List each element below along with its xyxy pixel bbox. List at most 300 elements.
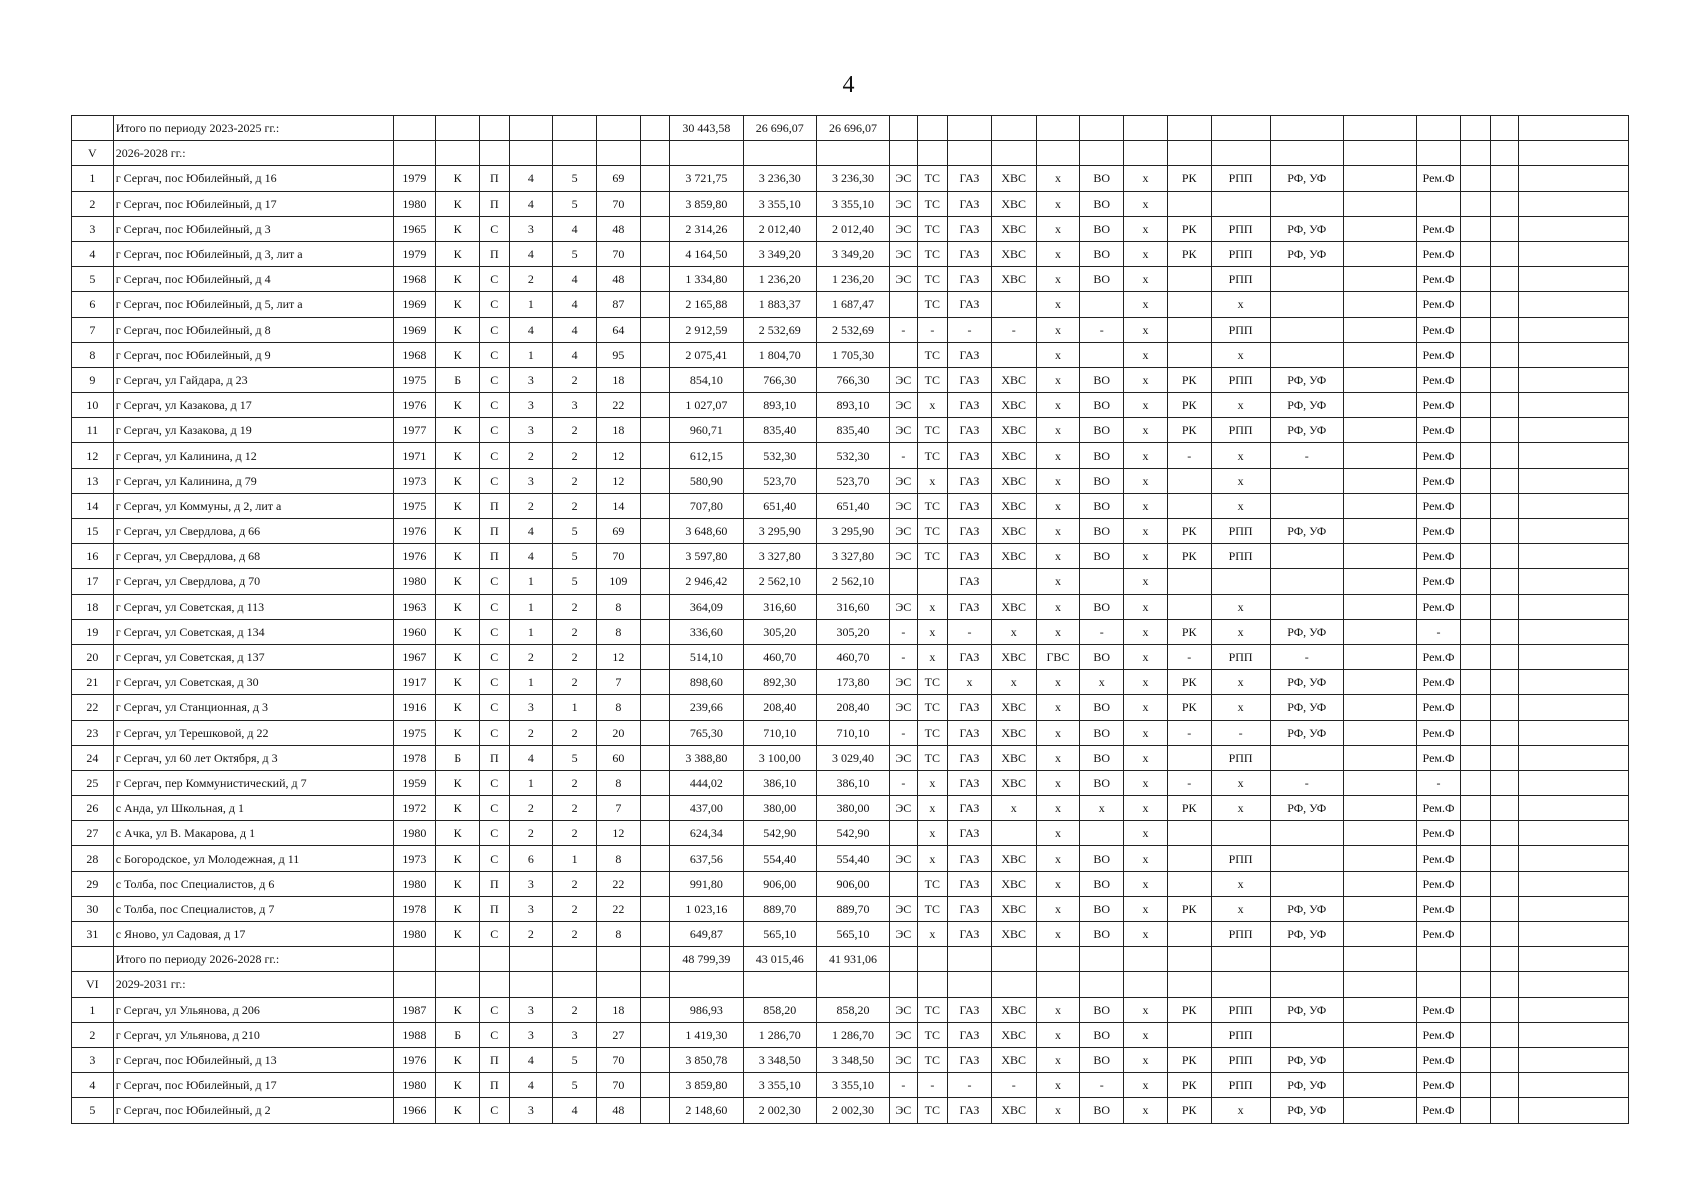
- table-cell: [1343, 619, 1416, 644]
- table-cell: 8: [72, 342, 114, 367]
- table-cell: [1460, 1073, 1491, 1098]
- table-cell: ЭС: [890, 997, 917, 1022]
- address-cell: г Сергач, пос Юбилейный, д 17: [113, 1073, 393, 1098]
- table-cell: [1343, 1022, 1416, 1047]
- table-cell: Б: [436, 1022, 480, 1047]
- table-cell: 437,00: [670, 796, 743, 821]
- table-cell: [1518, 997, 1628, 1022]
- table-cell: [1491, 292, 1518, 317]
- table-cell: 554,40: [743, 846, 816, 871]
- table-cell: 380,00: [743, 796, 816, 821]
- table-cell: 2 012,40: [816, 216, 889, 241]
- table-cell: П: [480, 519, 510, 544]
- table-cell: ТС: [917, 997, 948, 1022]
- table-cell: [948, 141, 992, 166]
- table-cell: ГАЗ: [948, 922, 992, 947]
- table-cell: К: [436, 720, 480, 745]
- table-cell: [1491, 267, 1518, 292]
- table-cell: ГАЗ: [948, 418, 992, 443]
- table-cell: [640, 342, 670, 367]
- table-cell: 1976: [393, 519, 436, 544]
- table-cell: [1343, 216, 1416, 241]
- table-cell: -: [890, 619, 917, 644]
- table-cell: [890, 972, 917, 997]
- table-cell: 22: [597, 393, 641, 418]
- table-cell: РК: [1167, 519, 1211, 544]
- table-cell: [1167, 191, 1211, 216]
- table-cell: [1211, 972, 1270, 997]
- table-cell: 14: [72, 493, 114, 518]
- table-cell: [1343, 972, 1416, 997]
- table-cell: Рем.Ф: [1417, 367, 1461, 392]
- table-cell: РФ, УФ: [1270, 166, 1343, 191]
- table-cell: РПП: [1211, 846, 1270, 871]
- table-cell: [1460, 644, 1491, 669]
- table-cell: [1343, 544, 1416, 569]
- address-cell: г Сергач, ул Советская, д 137: [113, 644, 393, 669]
- table-cell: [1343, 997, 1416, 1022]
- table-cell: Рем.Ф: [1417, 1073, 1461, 1098]
- table-cell: [1343, 418, 1416, 443]
- table-cell: х: [1211, 1098, 1270, 1123]
- table-cell: -: [1167, 720, 1211, 745]
- table-cell: -: [1417, 770, 1461, 795]
- table-cell: [890, 871, 917, 896]
- table-cell: [1167, 846, 1211, 871]
- table-cell: [1343, 292, 1416, 317]
- table-cell: ТС: [917, 670, 948, 695]
- table-cell: [1518, 166, 1628, 191]
- table-cell: 710,10: [816, 720, 889, 745]
- table-cell: [1518, 922, 1628, 947]
- table-cell: ГАЗ: [948, 594, 992, 619]
- table-row: [72, 116, 1629, 141]
- table-cell: [1518, 468, 1628, 493]
- table-cell: 8: [597, 619, 641, 644]
- table-cell: [1460, 367, 1491, 392]
- table-cell: РФ, УФ: [1270, 670, 1343, 695]
- table-cell: [1460, 468, 1491, 493]
- table-cell: 1967: [393, 644, 436, 669]
- table-cell: [1167, 745, 1211, 770]
- table-cell: 1: [509, 569, 553, 594]
- table-cell: П: [480, 544, 510, 569]
- capital-repair-table: [71, 115, 1629, 1124]
- table-cell: х: [948, 670, 992, 695]
- address-cell: г Сергач, пос Юбилейный, д 8: [113, 317, 393, 342]
- table-cell: [1167, 493, 1211, 518]
- table-cell: ВО: [1080, 418, 1124, 443]
- address-cell: г Сергач, ул Свердлова, д 66: [113, 519, 393, 544]
- table-cell: [1343, 1098, 1416, 1123]
- table-cell: [1167, 947, 1211, 972]
- table-cell: РФ, УФ: [1270, 720, 1343, 745]
- table-cell: х: [1211, 443, 1270, 468]
- table-cell: -: [890, 317, 917, 342]
- table-cell: [1518, 972, 1628, 997]
- table-cell: [1518, 544, 1628, 569]
- table-cell: [1491, 594, 1518, 619]
- table-row: [72, 846, 1629, 871]
- table-cell: 15: [72, 519, 114, 544]
- table-cell: 4: [509, 1047, 553, 1072]
- table-cell: 87: [597, 292, 641, 317]
- table-cell: К: [436, 468, 480, 493]
- table-cell: 48: [597, 216, 641, 241]
- table-cell: х: [1036, 896, 1080, 921]
- table-cell: [640, 644, 670, 669]
- table-cell: ХВС: [991, 1098, 1036, 1123]
- table-row: [72, 720, 1629, 745]
- table-cell: х: [1124, 922, 1168, 947]
- table-cell: 1979: [393, 241, 436, 266]
- table-cell: [1460, 922, 1491, 947]
- table-row: [72, 695, 1629, 720]
- table-cell: х: [1124, 367, 1168, 392]
- table-cell: 542,90: [816, 821, 889, 846]
- table-cell: ЭС: [890, 493, 917, 518]
- table-cell: 2: [553, 796, 597, 821]
- table-cell: х: [1124, 1047, 1168, 1072]
- table-cell: ВО: [1080, 896, 1124, 921]
- table-cell: 3 859,80: [670, 1073, 743, 1098]
- table-row: [72, 619, 1629, 644]
- table-cell: [1518, 1047, 1628, 1072]
- table-cell: [597, 116, 641, 141]
- table-cell: 3: [509, 1022, 553, 1047]
- table-cell: [948, 116, 992, 141]
- table-cell: 991,80: [670, 871, 743, 896]
- table-cell: [1491, 947, 1518, 972]
- table-cell: 4: [509, 1073, 553, 1098]
- table-cell: [1460, 191, 1491, 216]
- table-cell: ВО: [1080, 695, 1124, 720]
- table-cell: С: [480, 267, 510, 292]
- table-row: [72, 1022, 1629, 1047]
- table-cell: [640, 720, 670, 745]
- table-cell: 70: [597, 241, 641, 266]
- table-cell: [1518, 896, 1628, 921]
- table-cell: [1460, 594, 1491, 619]
- table-cell: [1518, 267, 1628, 292]
- table-cell: [1460, 997, 1491, 1022]
- table-cell: ХВС: [991, 393, 1036, 418]
- table-cell: [1270, 821, 1343, 846]
- table-cell: ХВС: [991, 846, 1036, 871]
- table-cell: [1491, 745, 1518, 770]
- table-cell: [1080, 342, 1124, 367]
- table-cell: 48 799,39: [670, 947, 743, 972]
- table-cell: РФ, УФ: [1270, 241, 1343, 266]
- table-cell: [597, 947, 641, 972]
- table-cell: [553, 141, 597, 166]
- table-cell: 70: [597, 544, 641, 569]
- table-cell: [1491, 871, 1518, 896]
- table-row: [72, 393, 1629, 418]
- table-cell: ХВС: [991, 468, 1036, 493]
- table-cell: 710,10: [743, 720, 816, 745]
- table-cell: ЭС: [890, 695, 917, 720]
- table-cell: [1343, 695, 1416, 720]
- table-cell: х: [1124, 342, 1168, 367]
- table-cell: [1343, 821, 1416, 846]
- table-cell: [1167, 267, 1211, 292]
- address-cell: г Сергач, ул Ульянова, д 210: [113, 1022, 393, 1047]
- table-cell: [1167, 342, 1211, 367]
- table-cell: 6: [72, 292, 114, 317]
- table-cell: 1977: [393, 418, 436, 443]
- table-cell: [509, 141, 553, 166]
- table-cell: 28: [72, 846, 114, 871]
- table-cell: [1491, 418, 1518, 443]
- table-cell: -: [917, 317, 948, 342]
- table-cell: [1167, 141, 1211, 166]
- table-cell: [640, 141, 670, 166]
- table-cell: х: [1036, 695, 1080, 720]
- table-cell: ХВС: [991, 1047, 1036, 1072]
- table-cell: VI: [72, 972, 114, 997]
- table-cell: Рем.Ф: [1417, 846, 1461, 871]
- table-cell: х: [1124, 443, 1168, 468]
- table-cell: [1417, 947, 1461, 972]
- table-cell: х: [991, 619, 1036, 644]
- table-cell: К: [436, 871, 480, 896]
- table-cell: ХВС: [991, 745, 1036, 770]
- table-cell: х: [1036, 166, 1080, 191]
- table-cell: ХВС: [991, 267, 1036, 292]
- address-cell: с Толба, пос Специалистов, д 6: [113, 871, 393, 896]
- table-cell: [1080, 116, 1124, 141]
- table-cell: РК: [1167, 418, 1211, 443]
- table-cell: 893,10: [743, 393, 816, 418]
- table-cell: ГАЗ: [948, 493, 992, 518]
- table-cell: ХВС: [991, 644, 1036, 669]
- table-cell: [1343, 871, 1416, 896]
- table-cell: Рем.Ф: [1417, 418, 1461, 443]
- table-cell: Рем.Ф: [1417, 594, 1461, 619]
- table-cell: Рем.Ф: [1417, 720, 1461, 745]
- table-cell: [1270, 871, 1343, 896]
- table-cell: 1968: [393, 267, 436, 292]
- table-cell: [948, 947, 992, 972]
- table-cell: Рем.Ф: [1417, 393, 1461, 418]
- table-cell: 305,20: [816, 619, 889, 644]
- table-cell: х: [1036, 418, 1080, 443]
- table-cell: 554,40: [816, 846, 889, 871]
- table-cell: 565,10: [816, 922, 889, 947]
- table-cell: 5: [553, 166, 597, 191]
- table-cell: [640, 619, 670, 644]
- table-cell: [991, 821, 1036, 846]
- table-row: [72, 1098, 1629, 1123]
- table-cell: [597, 141, 641, 166]
- table-cell: ЭС: [890, 594, 917, 619]
- table-cell: 4: [509, 317, 553, 342]
- table-cell: ХВС: [991, 594, 1036, 619]
- table-cell: х: [917, 644, 948, 669]
- table-cell: ГАЗ: [948, 695, 992, 720]
- table-cell: [1460, 871, 1491, 896]
- table-cell: 3 100,00: [743, 745, 816, 770]
- table-cell: ГАЗ: [948, 896, 992, 921]
- table-cell: ЭС: [890, 745, 917, 770]
- table-cell: [890, 569, 917, 594]
- table-cell: 2: [509, 644, 553, 669]
- table-cell: х: [1211, 770, 1270, 795]
- table-cell: ВО: [1080, 1047, 1124, 1072]
- table-cell: [640, 922, 670, 947]
- table-cell: х: [1124, 1073, 1168, 1098]
- table-cell: [1491, 720, 1518, 745]
- table-cell: [1518, 1022, 1628, 1047]
- table-cell: х: [1036, 317, 1080, 342]
- table-cell: [1518, 141, 1628, 166]
- address-cell: г Сергач, пос Юбилейный, д 2: [113, 1098, 393, 1123]
- table-cell: [640, 796, 670, 821]
- table-cell: РПП: [1211, 1022, 1270, 1047]
- table-cell: [1518, 846, 1628, 871]
- table-cell: х: [917, 594, 948, 619]
- table-cell: К: [436, 846, 480, 871]
- table-cell: [1491, 821, 1518, 846]
- table-cell: [1491, 393, 1518, 418]
- table-cell: 4: [509, 519, 553, 544]
- table-cell: 893,10: [816, 393, 889, 418]
- table-cell: РК: [1167, 1047, 1211, 1072]
- table-cell: 1 286,70: [743, 1022, 816, 1047]
- address-cell: г Сергач, ул Свердлова, д 68: [113, 544, 393, 569]
- table-cell: х: [1036, 997, 1080, 1022]
- table-cell: 25: [72, 770, 114, 795]
- table-cell: 3 388,80: [670, 745, 743, 770]
- table-cell: ЭС: [890, 267, 917, 292]
- table-cell: ГАЗ: [948, 267, 992, 292]
- table-cell: ВО: [1080, 267, 1124, 292]
- table-cell: РФ, УФ: [1270, 216, 1343, 241]
- table-cell: К: [436, 393, 480, 418]
- address-cell: г Сергач, пос Юбилейный, д 3, лит а: [113, 241, 393, 266]
- table-cell: [1460, 116, 1491, 141]
- table-cell: ХВС: [991, 216, 1036, 241]
- table-cell: [640, 972, 670, 997]
- table-cell: 8: [597, 594, 641, 619]
- table-cell: [1270, 292, 1343, 317]
- table-cell: [1167, 1022, 1211, 1047]
- table-cell: РК: [1167, 393, 1211, 418]
- table-cell: 986,93: [670, 997, 743, 1022]
- table-cell: 5: [553, 569, 597, 594]
- table-cell: С: [480, 393, 510, 418]
- table-cell: [1518, 594, 1628, 619]
- table-cell: С: [480, 569, 510, 594]
- table-cell: 364,09: [670, 594, 743, 619]
- table-cell: 1973: [393, 846, 436, 871]
- table-cell: х: [1124, 644, 1168, 669]
- table-cell: 13: [72, 468, 114, 493]
- table-cell: [1518, 241, 1628, 266]
- table-cell: [1518, 1098, 1628, 1123]
- table-cell: [640, 418, 670, 443]
- table-cell: [991, 947, 1036, 972]
- table-cell: 649,87: [670, 922, 743, 947]
- table-cell: Рем.Ф: [1417, 166, 1461, 191]
- table-cell: ХВС: [991, 544, 1036, 569]
- address-cell: г Сергач, ул Советская, д 113: [113, 594, 393, 619]
- address-cell: Итого по периоду 2023-2025 гг.:: [113, 116, 393, 141]
- table-cell: 3: [509, 695, 553, 720]
- table-cell: ТС: [917, 418, 948, 443]
- table-cell: х: [1036, 342, 1080, 367]
- table-cell: х: [1124, 166, 1168, 191]
- table-cell: 41 931,06: [816, 947, 889, 972]
- table-cell: -: [1080, 1073, 1124, 1098]
- table-cell: [1211, 116, 1270, 141]
- table-cell: 2: [509, 443, 553, 468]
- table-cell: ЭС: [890, 216, 917, 241]
- table-cell: 1987: [393, 997, 436, 1022]
- table-cell: 2 532,69: [743, 317, 816, 342]
- table-cell: Рем.Ф: [1417, 241, 1461, 266]
- table-cell: С: [480, 619, 510, 644]
- table-cell: [1518, 317, 1628, 342]
- table-cell: 1980: [393, 922, 436, 947]
- table-cell: 239,66: [670, 695, 743, 720]
- table-cell: [1343, 443, 1416, 468]
- table-cell: ТС: [917, 519, 948, 544]
- table-row: [72, 267, 1629, 292]
- table-cell: х: [917, 846, 948, 871]
- address-cell: с Богородское, ул Молодежная, д 11: [113, 846, 393, 871]
- table-cell: [553, 116, 597, 141]
- table-cell: РК: [1167, 997, 1211, 1022]
- table-cell: [640, 594, 670, 619]
- table-cell: 22: [597, 871, 641, 896]
- table-cell: К: [436, 267, 480, 292]
- table-cell: ГАЗ: [948, 544, 992, 569]
- table-cell: К: [436, 796, 480, 821]
- table-cell: ГАЗ: [948, 720, 992, 745]
- table-cell: [1460, 317, 1491, 342]
- address-cell: г Сергач, пос Юбилейный, д 9: [113, 342, 393, 367]
- table-cell: [1167, 821, 1211, 846]
- table-cell: 906,00: [743, 871, 816, 896]
- table-cell: 26: [72, 796, 114, 821]
- table-cell: х: [917, 468, 948, 493]
- table-cell: х: [1124, 720, 1168, 745]
- table-cell: [1460, 770, 1491, 795]
- table-cell: [640, 670, 670, 695]
- table-cell: 3: [509, 367, 553, 392]
- table-cell: 1959: [393, 770, 436, 795]
- table-cell: 29: [72, 871, 114, 896]
- table-cell: х: [1036, 1098, 1080, 1123]
- table-cell: 3 721,75: [670, 166, 743, 191]
- table-cell: 60: [597, 745, 641, 770]
- table-cell: 3: [72, 1047, 114, 1072]
- table-cell: ЭС: [890, 1047, 917, 1072]
- table-cell: 612,15: [670, 443, 743, 468]
- table-cell: 316,60: [743, 594, 816, 619]
- table-cell: С: [480, 418, 510, 443]
- table-cell: С: [480, 1098, 510, 1123]
- table-cell: [1343, 519, 1416, 544]
- table-cell: Рем.Ф: [1417, 796, 1461, 821]
- table-cell: ТС: [917, 342, 948, 367]
- table-cell: ВО: [1080, 166, 1124, 191]
- table-row: [72, 796, 1629, 821]
- table-row: [72, 317, 1629, 342]
- table-cell: ГАЗ: [948, 443, 992, 468]
